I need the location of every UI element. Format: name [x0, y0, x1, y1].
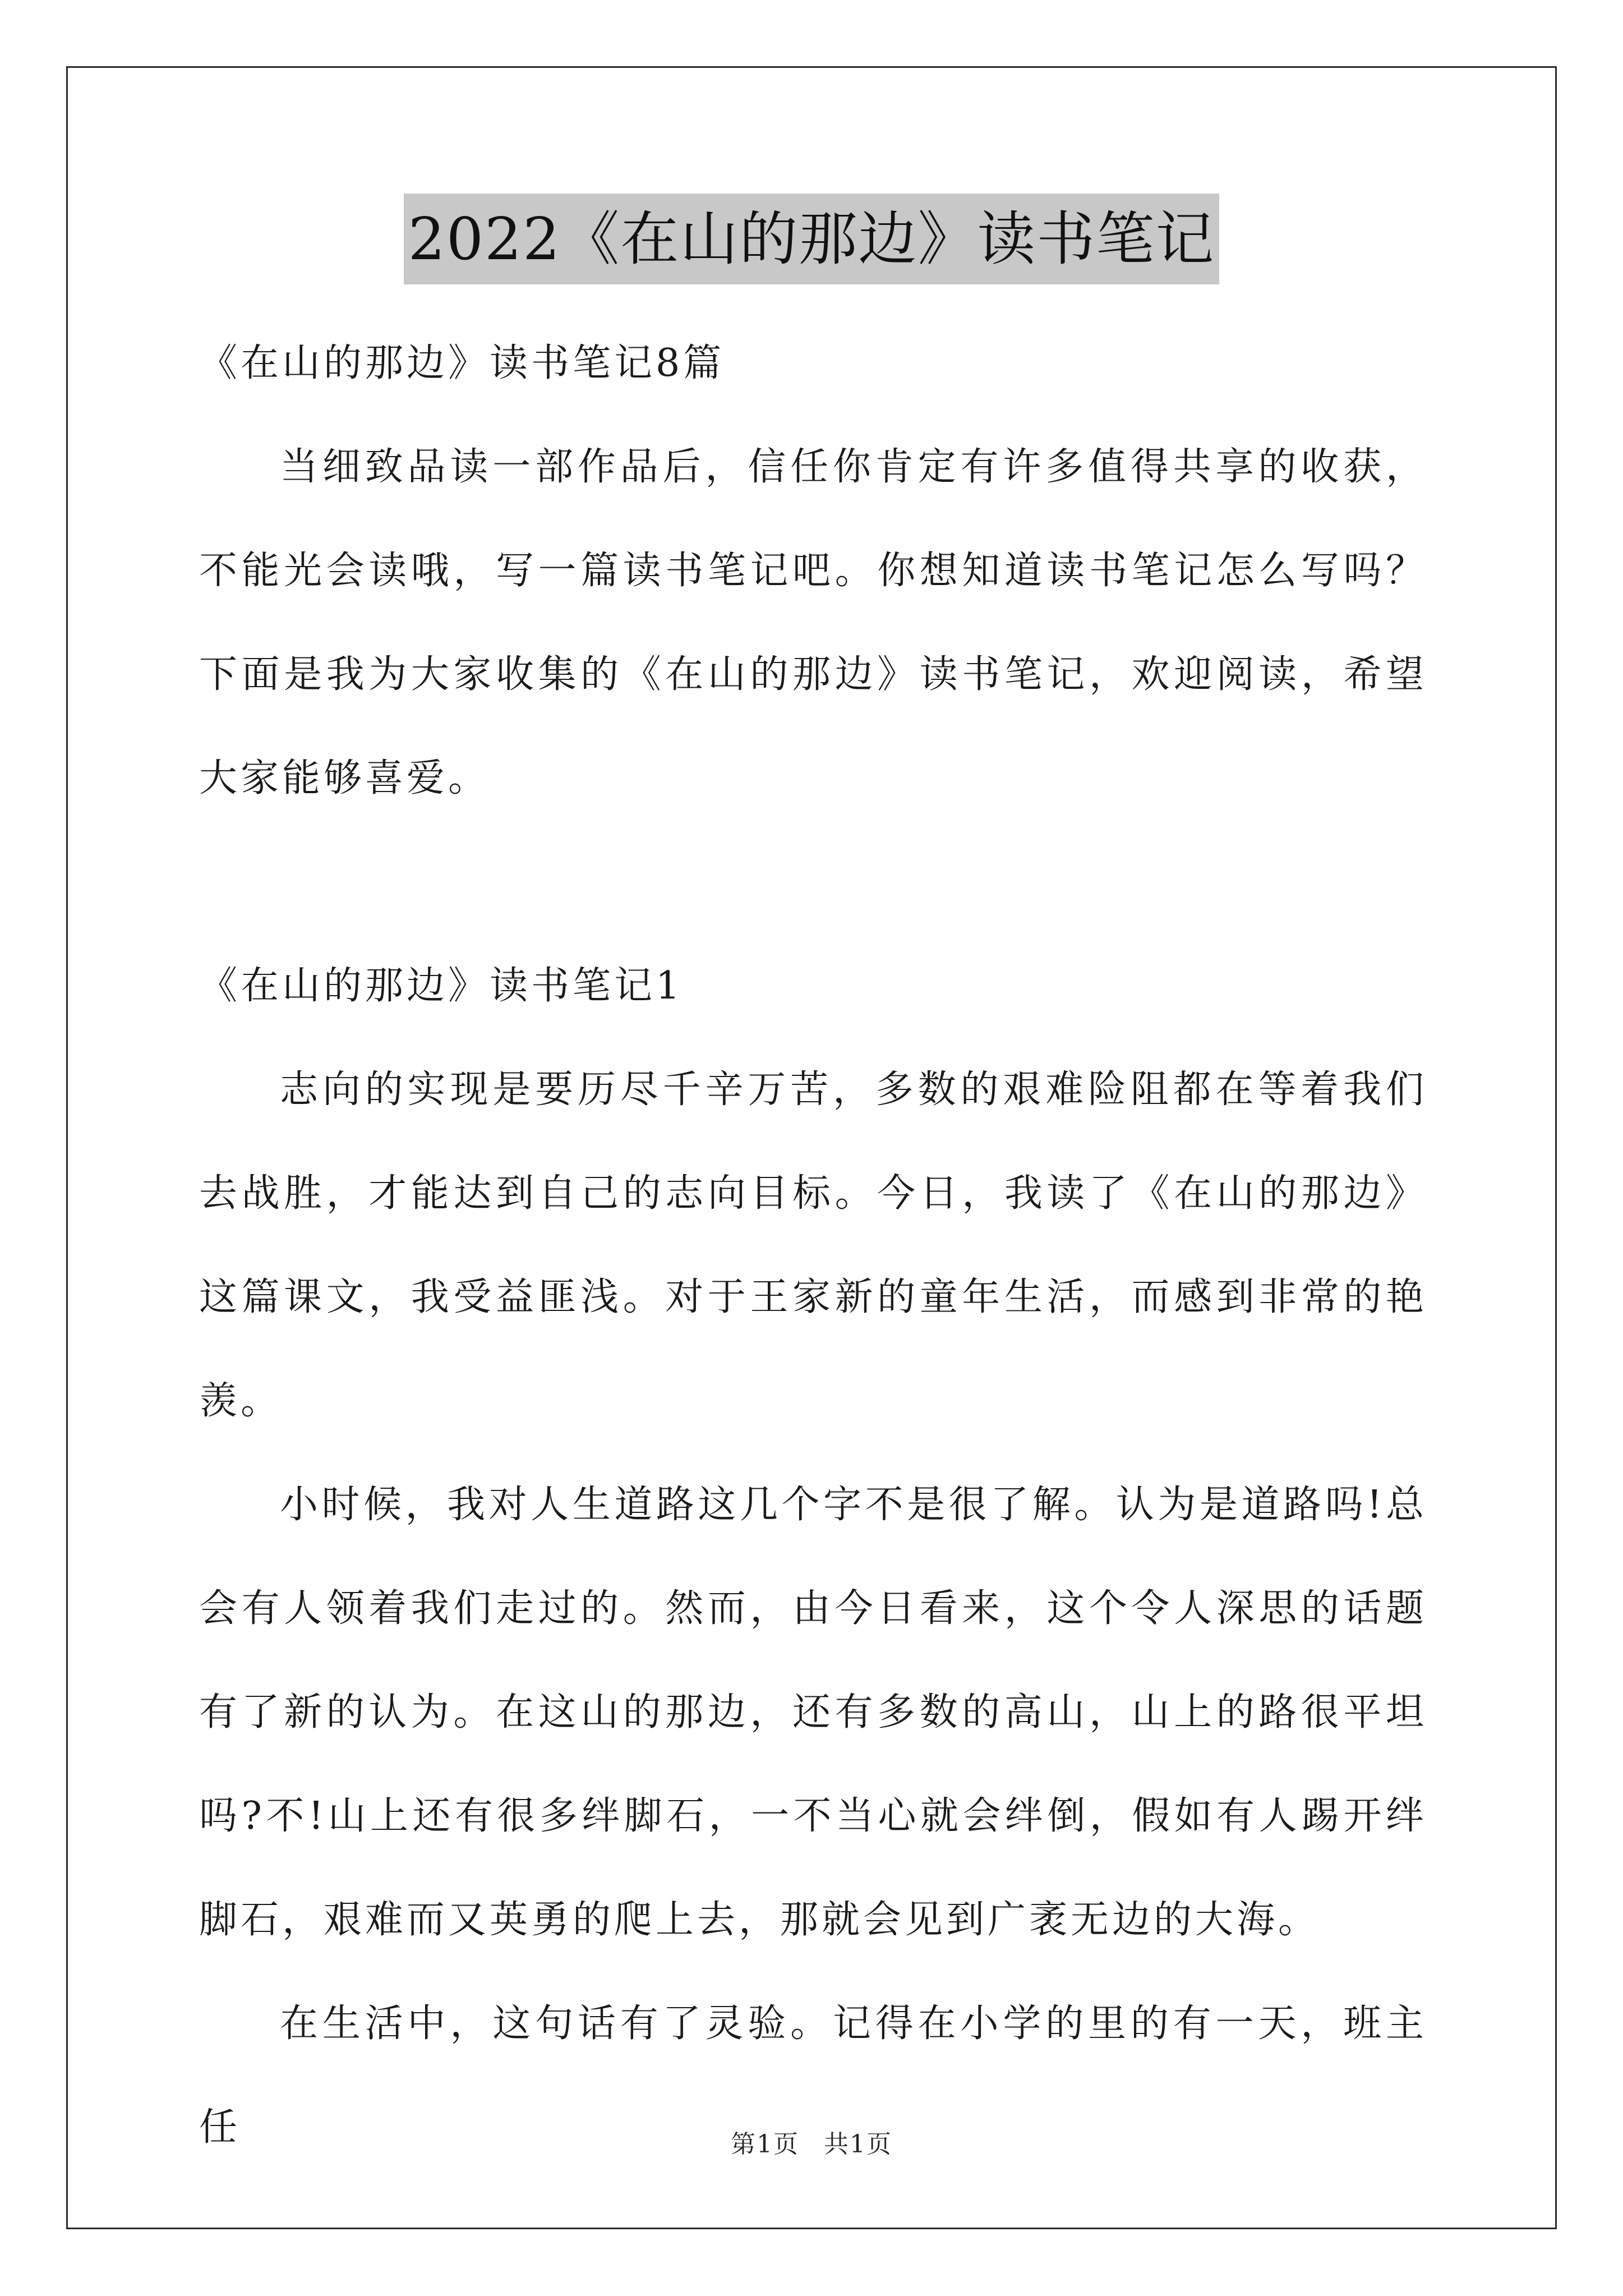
section-heading: 《在山的那边》读书笔记1 [199, 964, 684, 1008]
section-spacer [199, 830, 1427, 934]
page-number-total: 共1页 [824, 2130, 892, 2159]
body-paragraph-1: 志向的实现是要历尽千辛万苦，多数的艰难险阻都在等着我们去战胜，才能达到自己的志向目标。今日，我读了《在山的那边》这篇课文，我受益匪浅。对于王家新的童年生活，而感到非常的艳羡。 [199, 1068, 1427, 1423]
intro-paragraph: 当细致品读一部作品后，信任你肯定有许多值得共享的收获，不能光会读哦，写一篇读书笔记吧。你想知道读书笔记怎么写吗？下面是我为大家收集的《在山的那边》读书笔记，欢迎阅读，希望大家能够喜爱。 [199, 445, 1427, 800]
document-title: 2022《在山的那边》读书笔记 [404, 194, 1220, 284]
body-paragraph-3: 在生活中，这句话有了灵验。记得在小学的里的有一天，班主任 [199, 2001, 1427, 2150]
page-footer [0, 2124, 1623, 2160]
body-paragraph-2: 小时候，我对人生道路这几个字不是很了解。认为是道路吗!总会有人领着我们走过的。然而，由今日看来，这个令人深思的话题有了新的认为。在这山的那边，还有多数的高山，山上的路很平坦吗?不!山上还有很多绊脚石，一不当心就会绊倒，假如有人踢开绊脚石，艰难而又英勇的爬上去，那就会见到广袤无边的大海。 [199, 1483, 1427, 1942]
collection-heading: 《在山的那边》读书笔记8篇 [199, 341, 725, 385]
document-body [199, 311, 1427, 2179]
page-number-current: 第1页 [731, 2130, 799, 2159]
title-container [0, 194, 1623, 284]
